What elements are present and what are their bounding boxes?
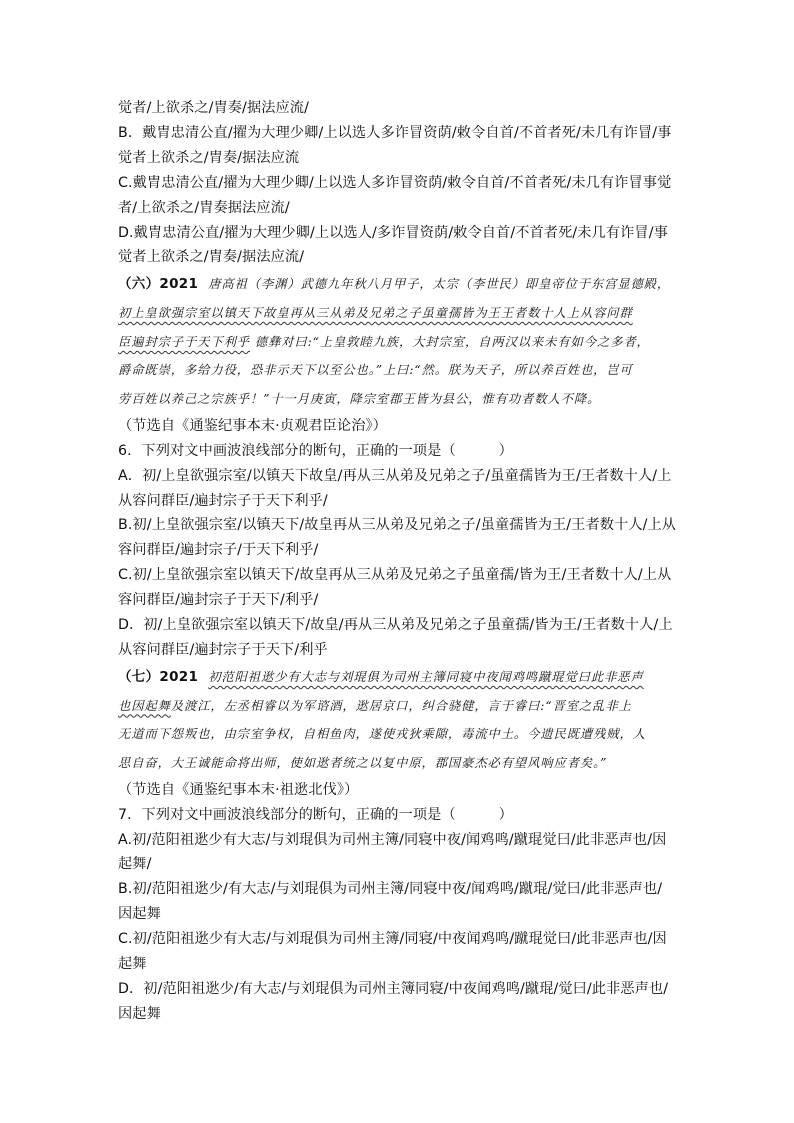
wavy-underlined-text: 臣遍封宗子于天下利乎 [118, 334, 250, 349]
text-line: 觉者上欲杀之/胄奏/据法应流/ [118, 249, 305, 266]
option-d-line: D．初/范阳祖逖少/有大志/与刘琨俱为司州主簿同寝/中夜闻鸡鸣/蹴琨/觉曰/此非恶声也/ [118, 980, 669, 997]
text-line: 觉者上欲杀之/胄奏/据法应流 [118, 149, 300, 166]
option-c-line: C.戴胄忠清公直/擢为大理少卿/上以选人多诈冒资荫/敕令自首/不首者死/未几有诈冒事觉 [118, 174, 672, 191]
question-7 [118, 778, 678, 1027]
text-line: 觉者/上欲杀之/胄奏/据法应流/ [118, 100, 309, 116]
passage-line: 无道而下怨叛也，由宗室争权，自相鱼肉，遂使戎狄乘隙，毒流中土。今遗民既遭残贼，人 [118, 727, 646, 742]
question-5-options [118, 96, 678, 270]
source-citation: （节选自《通鉴纪事本末·祖逖北伐》） [118, 781, 359, 798]
passage-6 [118, 270, 678, 414]
passage-line [118, 692, 678, 721]
passage-text: 及渡江，左丞相睿以为军谘酒，逖居京口，纠合骁健，言于睿曰:“晋室之乱非上 [170, 698, 632, 713]
text-line: 容问群臣/遍封宗子于天下/利乎/ [118, 592, 319, 609]
passage-text: 唐高祖（李渊）武德九年秋八月甲子，太宗（李世民）即皇帝位于东宫显德殿， [208, 277, 671, 292]
passage-line [118, 299, 678, 328]
passage-line: 劳百姓以养己之宗族乎！”十一月庚寅，降宗室郡王皆为县公，惟有功者数人不降。 [118, 392, 601, 407]
passage-line [118, 270, 678, 299]
wavy-underlined-text: 也因起舞 [118, 698, 171, 713]
option-b-line: B.初/范阳祖逖少/有大志/与刘琨俱为司州主簿/同寝中夜/闻鸡鸣/蹴琨/觉曰/此非恶声也/ [118, 881, 663, 898]
option-d-line: D.戴胄忠清公直/擢为大理少卿/上以选人/多诈冒资荫/敕令自首/不首者死/未几有诈冒/事 [118, 224, 668, 241]
option-a-line: A.初/范阳祖逖少有大志/与刘琨俱为司州主簿/同寝中夜/闻鸡鸣/蹴琨觉曰/此非恶声也/因 [118, 831, 667, 848]
option-c-line: C.初/上皇欲强宗室以镇天下/故皇再从三从弟及兄弟之子虽童孺/皆为王/王者数十人/上从 [118, 567, 672, 584]
text-line: 从容问群臣/遍封宗子于天下利乎/ [118, 492, 328, 509]
question-6 [118, 414, 678, 663]
option-d-line: D．初/上皇欲强宗室以镇天下/故皇/再从三从弟及兄弟之子虽童孺/皆为王/王者数十人/上 [118, 617, 673, 634]
section-number: （六）2021 [118, 276, 199, 293]
section-number: （七）2021 [118, 668, 199, 685]
wavy-underlined-text: 初上皇欲强宗室以镇天下故皇再从三从弟及兄弟之子虽童孺皆为王王者数十人上从容问群 [118, 306, 633, 321]
text-line: 起舞 [118, 956, 147, 973]
text-line: 者/上欲杀之/胄奏据法应流/ [118, 199, 290, 216]
question-stem: 6．下列对文中画波浪线部分的断句，正确的一项是（ ） [118, 442, 513, 459]
option-c-line: C.初/范阳祖逖少有大志/与刘琨俱为司州主簿/同寝/中夜闻鸡鸣/蹴琨觉曰/此非恶声也/因 [118, 931, 667, 948]
text-line: 容问群臣/遍封宗子/于天下利乎/ [118, 542, 319, 559]
passage-line: 爵命既崇，多给力役，恐非示天下以至公也。”上曰:“然。朕为天子，所以养百姓也，岂可 [118, 363, 633, 378]
passage-7 [118, 663, 678, 778]
question-stem: 7．下列对文中画波浪线部分的断句，正确的一项是（ ） [118, 806, 513, 823]
text-line: 从容问群臣/遍封宗子于天下/利乎 [118, 642, 328, 659]
option-a-line: A．初/上皇欲强宗室/以镇天下故皇/再从三从弟及兄弟之子/虽童孺皆为王/王者数十人/上 [118, 467, 672, 484]
wavy-underlined-text: 初范阳祖逖少有大志与刘琨俱为司州主簿同寝中夜闻鸡鸣蹴琨觉曰此非恶声 [208, 669, 644, 684]
passage-line [118, 328, 678, 357]
source-citation: （节选自《通鉴纪事本末·贞观君臣论治》） [118, 417, 387, 434]
passage-text: 德彝对曰:“上皇敦睦九族，大封宗室，自两汉以来未有如今之多者， [249, 334, 650, 349]
text-line: 起舞/ [118, 856, 152, 873]
passage-line: 思自奋，大王诚能命将出师，使如逖者统之以复中原，郡国豪杰必有望风响应者矣。” [118, 756, 608, 771]
text-line: 因起舞 [118, 906, 161, 923]
document-page [118, 96, 678, 1027]
text-line: 因起舞 [118, 1005, 161, 1022]
option-b-line: B．戴胄忠清公直/擢为大理少卿/上以选人多诈冒资荫/敕令自首/不首者死/未几有诈冒/事 [118, 124, 672, 141]
option-b-line: B.初/上皇欲强宗室/以镇天下/故皇再从三从弟及兄弟之子/虽童孺皆为王/王者数十人/上从 [118, 517, 677, 534]
passage-line [118, 663, 678, 692]
